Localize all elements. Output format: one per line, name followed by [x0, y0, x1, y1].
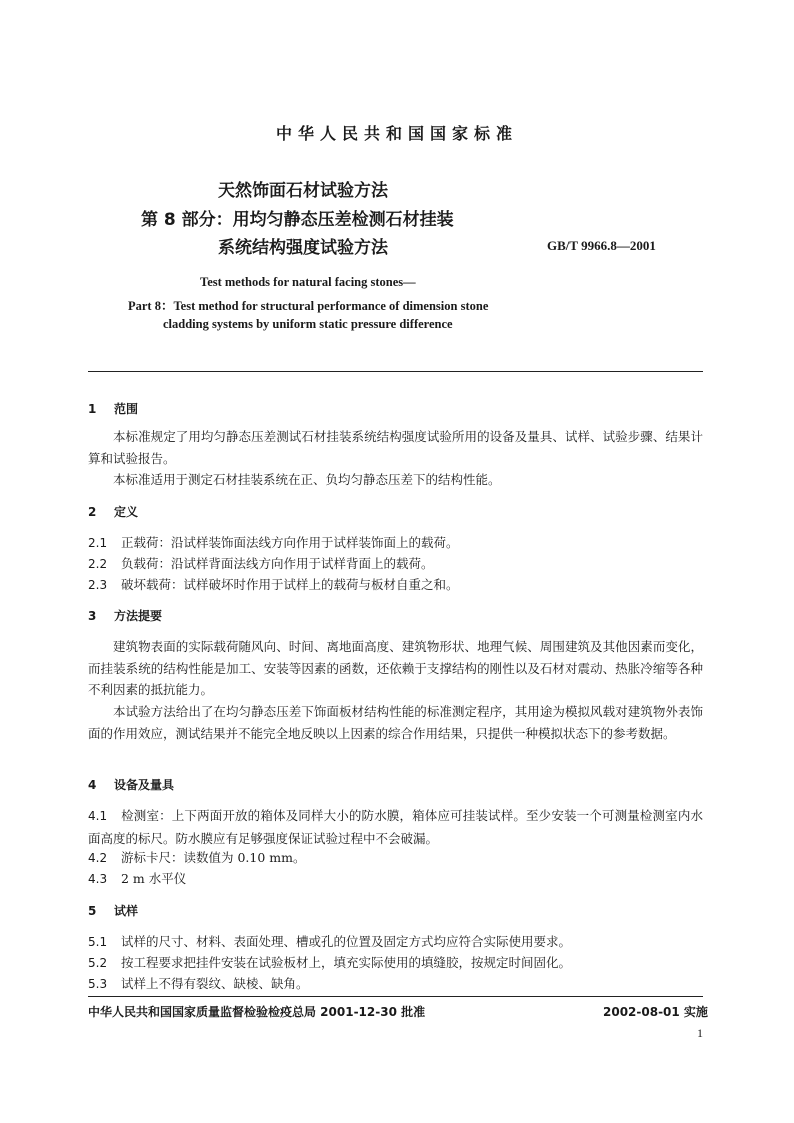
footer-divider: [88, 996, 703, 997]
standard-number: GB/T 9966.8—2001: [547, 238, 656, 253]
definition-item: 2.1 正载荷：沿试样装饰面法线方向作用于试样装饰面上的载荷。: [88, 535, 459, 550]
section-5-heading: 5 试样: [88, 904, 139, 918]
specimen-item: 5.3 试样上不得有裂纹、缺棱、缺角。: [88, 976, 309, 991]
specimen-item: 5.2 按工程要求把挂件安装在试验板材上，填充实际使用的填缝胶，按规定时间固化。: [88, 955, 572, 970]
section-1-paragraph-2: 本标准适用于测定石材挂装系统在正、负均匀静态压差下的结构性能。: [113, 472, 501, 487]
equipment-item: 4.2 游标卡尺：读数值为 0.10 mm。: [88, 850, 306, 865]
equipment-item: 4.1 检测室：上下两面开放的箱体及同样大小的防水膜，箱体应可挂装试样。至少安装一个可测量检测室内水面高度的标尺。防水膜应有足够强度保证试验过程中不会破漏。: [88, 808, 703, 846]
approval-statement: 中华人民共和国国家质量监督检验检疫总局 2001-12-30 批准: [88, 1005, 426, 1019]
page-number: 1: [697, 1026, 703, 1040]
national-standard-header: 中华人民共和国国家标准: [275, 124, 518, 143]
equipment-item: 4.3 2 m 水平仪: [88, 871, 187, 886]
header-divider: [88, 371, 703, 372]
title-line-1: 天然饰面石材试验方法: [218, 181, 388, 201]
section-3-paragraph-1: 建筑物表面的实际载荷随风向、时间、离地面高度、建筑物形状、地理气候、周围建筑及其他因素而变化，而挂装系统的结构性能是加工、安装等因素的函数，还依赖于支撑结构的刚性以及石材对震动、热胀冷缩等各种不利因素的抵抗能力。: [88, 639, 703, 697]
section-3-paragraph-2: 本试验方法给出了在均匀静态压差下饰面板材结构性能的标准测定程序，其用途为模拟风载对建筑物外表饰面的作用效应，测试结果并不能完全地反映以上因素的综合作用结果，只提供一种模拟状态下的参考数据。: [88, 704, 703, 741]
definition-item: 2.2 负载荷：沿试样背面法线方向作用于试样背面上的载荷。: [88, 556, 434, 571]
section-1-heading: 1 范围: [88, 402, 139, 416]
english-title-line-2: Part 8：Test method for structural performance of dimension stone: [128, 299, 489, 313]
section-2-heading: 2 定义: [88, 505, 139, 519]
title-line-2: 第 8 部分：用均匀静态压差检测石材挂装: [141, 210, 454, 230]
english-title-line-1: Test methods for natural facing stones—: [200, 275, 416, 289]
section-3-heading: 3 方法提要: [88, 609, 163, 623]
implementation-date: 2002-08-01 实施: [603, 1005, 708, 1019]
title-line-3: 系统结构强度试验方法: [218, 238, 388, 258]
section-4-heading: 4 设备及量具: [88, 778, 175, 792]
english-title-line-3: cladding systems by uniform static pressure difference: [163, 317, 453, 331]
specimen-item: 5.1 试样的尺寸、材料、表面处理、槽或孔的位置及固定方式均应符合实际使用要求。: [88, 934, 572, 949]
definition-item: 2.3 破坏载荷：试样破坏时作用于试样上的载荷与板材自重之和。: [88, 577, 459, 592]
section-1-paragraph-1: 本标准规定了用均匀静态压差测试石材挂装系统结构强度试验所用的设备及量具、试样、试验步骤、结果计算和试验报告。: [88, 429, 703, 466]
